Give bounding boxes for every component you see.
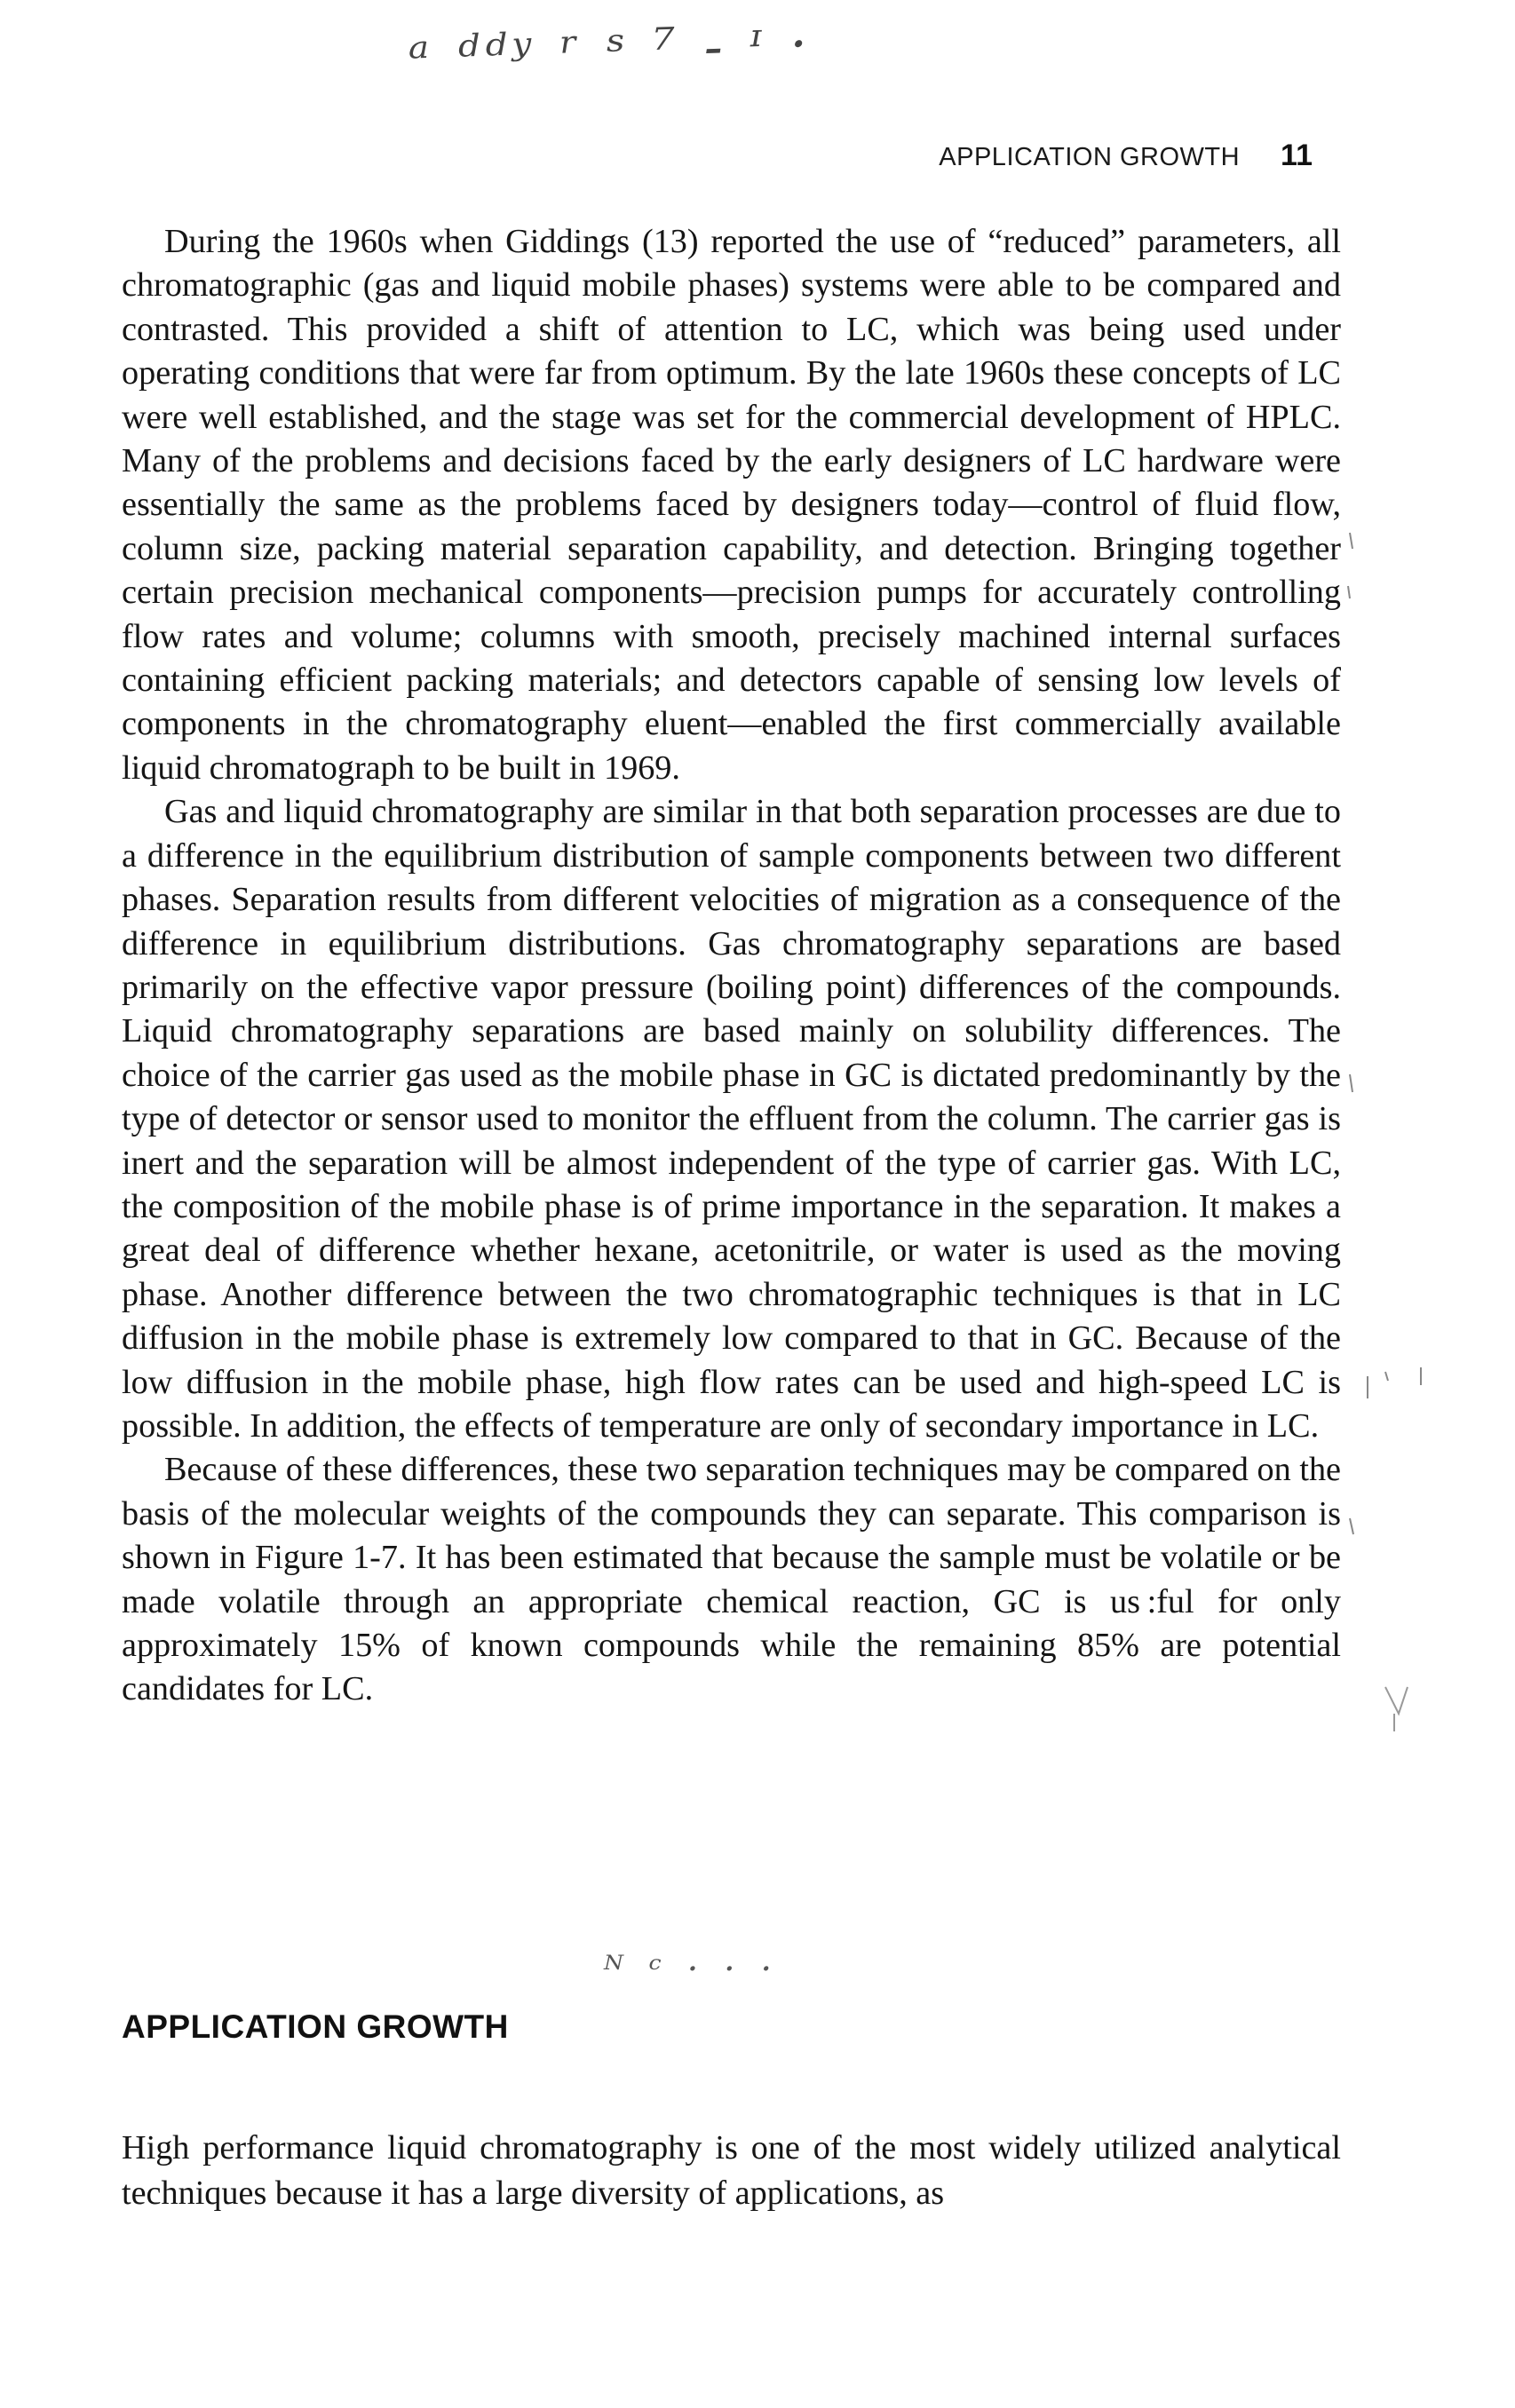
margin-mark [1350,1518,1353,1534]
margin-mark [1350,533,1352,549]
margin-pencil-marks [1332,497,1510,1918]
running-head-title: APPLICATION GROWTH [939,143,1241,171]
margin-mark [1368,1367,1421,1398]
handwritten-scribble-top: ᵃ ᵈᵈʸ ʳ ˢ ⁷ - ᶦ · [407,11,814,90]
margin-mark [1350,1074,1352,1092]
section-body [122,2126,1341,2216]
body-text [122,220,1341,1712]
section-paragraph: High performance liquid chromatography is one of the most widely utilized analytical techniques because it has a large diversity of applications, as [122,2129,1341,2212]
margin-mark [1348,586,1350,598]
paragraph-molecular-weights: Because of these differences, these two separation techniques may be compared on the basis of the molecular weights of the compounds they can separate. This comparison is shown in Figure 1-7. It has been estimated that because the sample must be volatile or be made volatile through an appropriate chemical reaction, GC is us :ful for only approximately 15% of known compounds while the remaining 85% are potential candidates for LC. [122,1451,1341,1708]
paragraph-gas-vs-liquid: Gas and liquid chromatography are similar in that both separation processes are due to a difference in the equilibrium distribution of sample components between two different phases. Separation results from different velocities of migration as a consequence of the difference in equilibrium distributions. Gas chromatography separations are based primarily on the effective vapor pressure (boiling point) differences of the compounds. Liquid chromatography separations are based mainly on solubility differences. The choice of the carrier gas used as the mobile phase in GC is dictated predominantly by the type of detector or sensor used to monitor the effluent from the column. The carrier gas is inert and the separation will be almost independent of the type of carrier gas. With LC, the composition of the mobile phase is of prime importance in the separation. It makes a great deal of difference whether hexane, acetonitrile, or water is used as the moving phase. Another difference between the two chromatographic techniques is that in LC diffusion in the mobile phase is extremely low compared to that in GC. Because of the low diffusion in the mobile phase, high flow rates can be used and high-speed LC is possible. In addition, the effects of temperature are only of secondary importance in LC. [122,793,1341,1445]
handwritten-scribble-bottom: ᴺ ᶜ · · · [604,1949,780,1990]
paragraph-giddings: During the 1960s when Giddings (13) reported the use of “reduced” parameters, all chromatographic (gas and liquid mobile phases) systems were able to be compared and contrasted. This provided a shift of attention to LC, which was being used under operating conditions that were far from optimum. By the late 1960s these concepts of LC were well established, and the stage was set for the commercial development of HPLC. Many of the problems and decisions faced by the early designers of LC hardware were essentially the same as the problems faced by designers today—control of fluid flow, column size, packing material separation capability, and detection. Bringing together certain precision mechanical components—precision pumps for accurately controlling flow rates and volume; columns with smooth, precisely machined internal surfaces containing efficient packing materials; and detectors capable of sensing low levels of components in the chromatography eluent—enabled the first commercially available liquid chromatograph to be built in 1969. [122,223,1341,787]
running-head [939,139,1313,173]
margin-mark [1385,1687,1408,1731]
page-number: 11 [1281,139,1313,172]
section-heading: APPLICATION GROWTH [122,2008,509,2045]
